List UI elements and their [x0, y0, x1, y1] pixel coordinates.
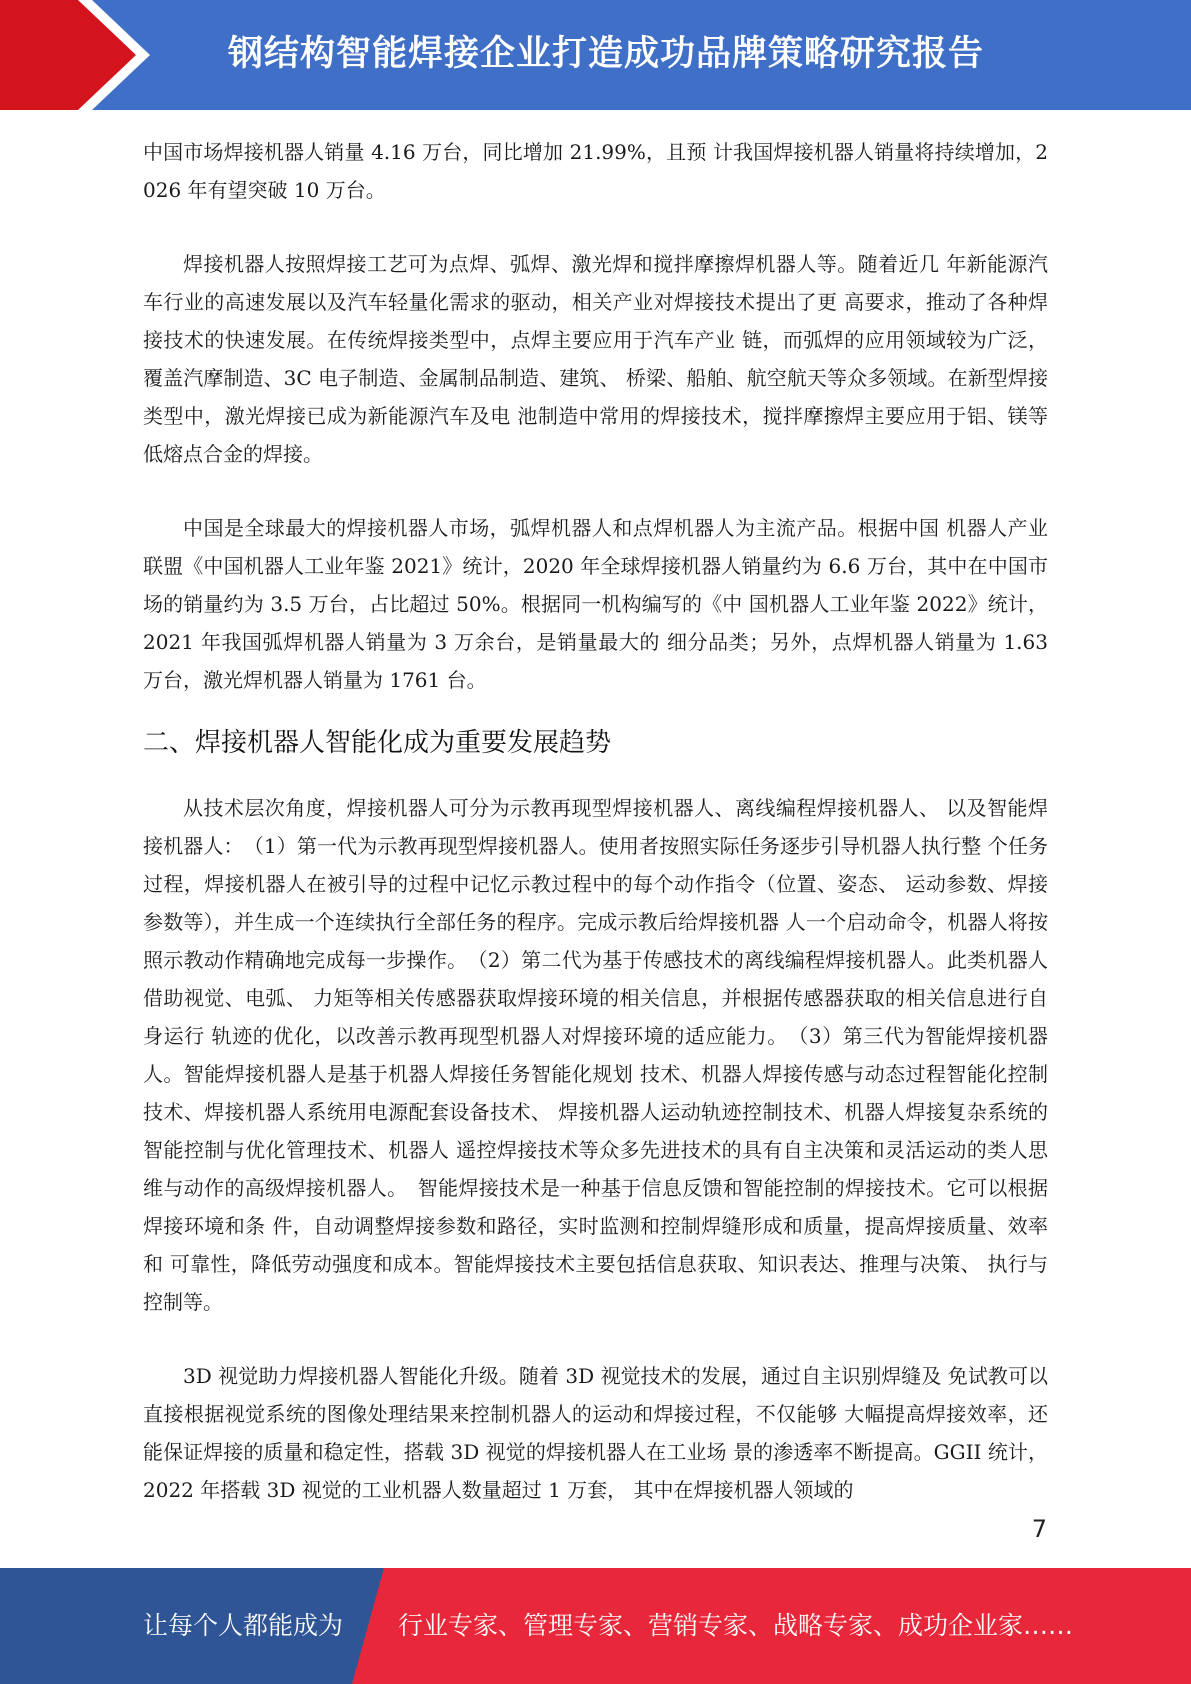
section-heading: 二、焊接机器人智能化成为重要发展趋势 [143, 728, 612, 758]
report-title: 钢结构智能焊接企业打造成功品牌策略研究报告 [228, 34, 985, 74]
page-footer [0, 1568, 1191, 1684]
footer-slogan-left: 让每个人都能成为 [143, 1611, 344, 1640]
page-number: 7 [1031, 1515, 1047, 1543]
paragraph-5: 3D 视觉助力焊接机器人智能化升级。随着 3D 视觉技术的发展，通过自主识别焊缝及 免试教可以直接根据视觉系统的图像处理结果来控制机器人的运动和焊接过程，不仅能够 大幅提高焊接效率，还能保证焊接的质量和稳定性，搭载 3D 视觉的焊接机器人在工业场 景的渗透率不断提高。GGII 统计，2022 年搭载 3D 视觉的工业机器人数量超过 1 万套， 其中在焊接机器人领域的 [143, 1364, 1048, 1502]
paragraph-4: 从技术层次角度，焊接机器人可分为示教再现型焊接机器人、离线编程焊接机器人、 以及智能焊接机器人： （1）第一代为示教再现型焊接机器人。使用者按照实际任务逐步引导机器人执行整 个任务过程，焊接机器人在被引导的过程中记忆示教过程中的每个动作指令（位置、姿态、 运动参数、焊接参数等），并生成一个连续执行全部任务的程序。完成示教后给焊接机器 人一个启动命令，机器人将按照示教动作精确地完成每一步操作。 （2）第二代为基于传感技术的离线编程焊接机器人。此类机器人借助视觉、电弧、 力矩等相关传感器获取焊接环境的相关信息，并根据传感器获取的相关信息进行自身运行 轨迹的优化，以改善示教再现型机器人对焊接环境的适应能力。 （3）第三代为智能焊接机器人。智能焊接机器人是基于机器人焊接任务智能化规划 技术、机器人焊接传感与动态过程智能化控制技术、焊接机器人系统用电源配套设备技术、 焊接机器人运动轨迹控制技术、机器人焊接复杂系统的智能控制与优化管理技术、机器人 遥控焊接技术等众多先进技术的具有自主决策和灵活运动的类人思维与动作的高级焊接机器人。 智能焊接技术是一种基于信息反馈和智能控制的焊接技术。它可以根据焊接环境和条 件，自动调整焊接参数和路径，实时监测和控制焊缝形成和质量，提高焊接质量、效率和 可靠性，降低劳动强度和成本。智能焊接技术主要包括信息获取、知识表达、推理与决策、 执行与控制等。 [143, 796, 1048, 1314]
paragraph-2: 焊接机器人按照焊接工艺可为点焊、弧焊、激光焊和搅拌摩擦焊机器人等。随着近几 年新能源汽车行业的高速发展以及汽车轻量化需求的驱动，相关产业对焊接技术提出了更 高要求，推动了各种焊接技术的快速发展。在传统焊接类型中，点焊主要应用于汽车产业 链，而弧焊的应用领域较为广泛，覆盖汽摩制造、3C 电子制造、金属制品制造、建筑、 桥梁、船舶、航空航天等众多领域。在新型焊接类型中，激光焊接已成为新能源汽车及电 池制造中常用的焊接技术，搅拌摩擦焊主要应用于铝、镁等低熔点合金的焊接。 [143, 252, 1048, 466]
page-header [0, 0, 1191, 110]
paragraph-1: 中国市场焊接机器人销量 4.16 万台，同比增加 21.99%，且预 计我国焊接机器人销量将持续增加，2026 年有望突破 10 万台。 [143, 140, 1048, 202]
paragraph-3: 中国是全球最大的焊接机器人市场，弧焊机器人和点焊机器人为主流产品。根据中国 机器人产业联盟《中国机器人工业年鉴 2021》统计，2020 年全球焊接机器人销量约为 6.6 万台，其中在中国市场的销量约为 3.5 万台，占比超过 50%。根据同一机构编写的《中 国机器人工业年鉴 2022》统计，2021 年我国弧焊机器人销量为 3 万余台，是销量最大的 细分品类；另外，点焊机器人销量为 1.63 万台，激光焊机器人销量为 1761 台。 [143, 516, 1048, 692]
footer-slogan-right: 行业专家、管理专家、营销专家、战略专家、成功企业家…… [398, 1611, 1074, 1640]
page-content [143, 133, 1048, 1509]
